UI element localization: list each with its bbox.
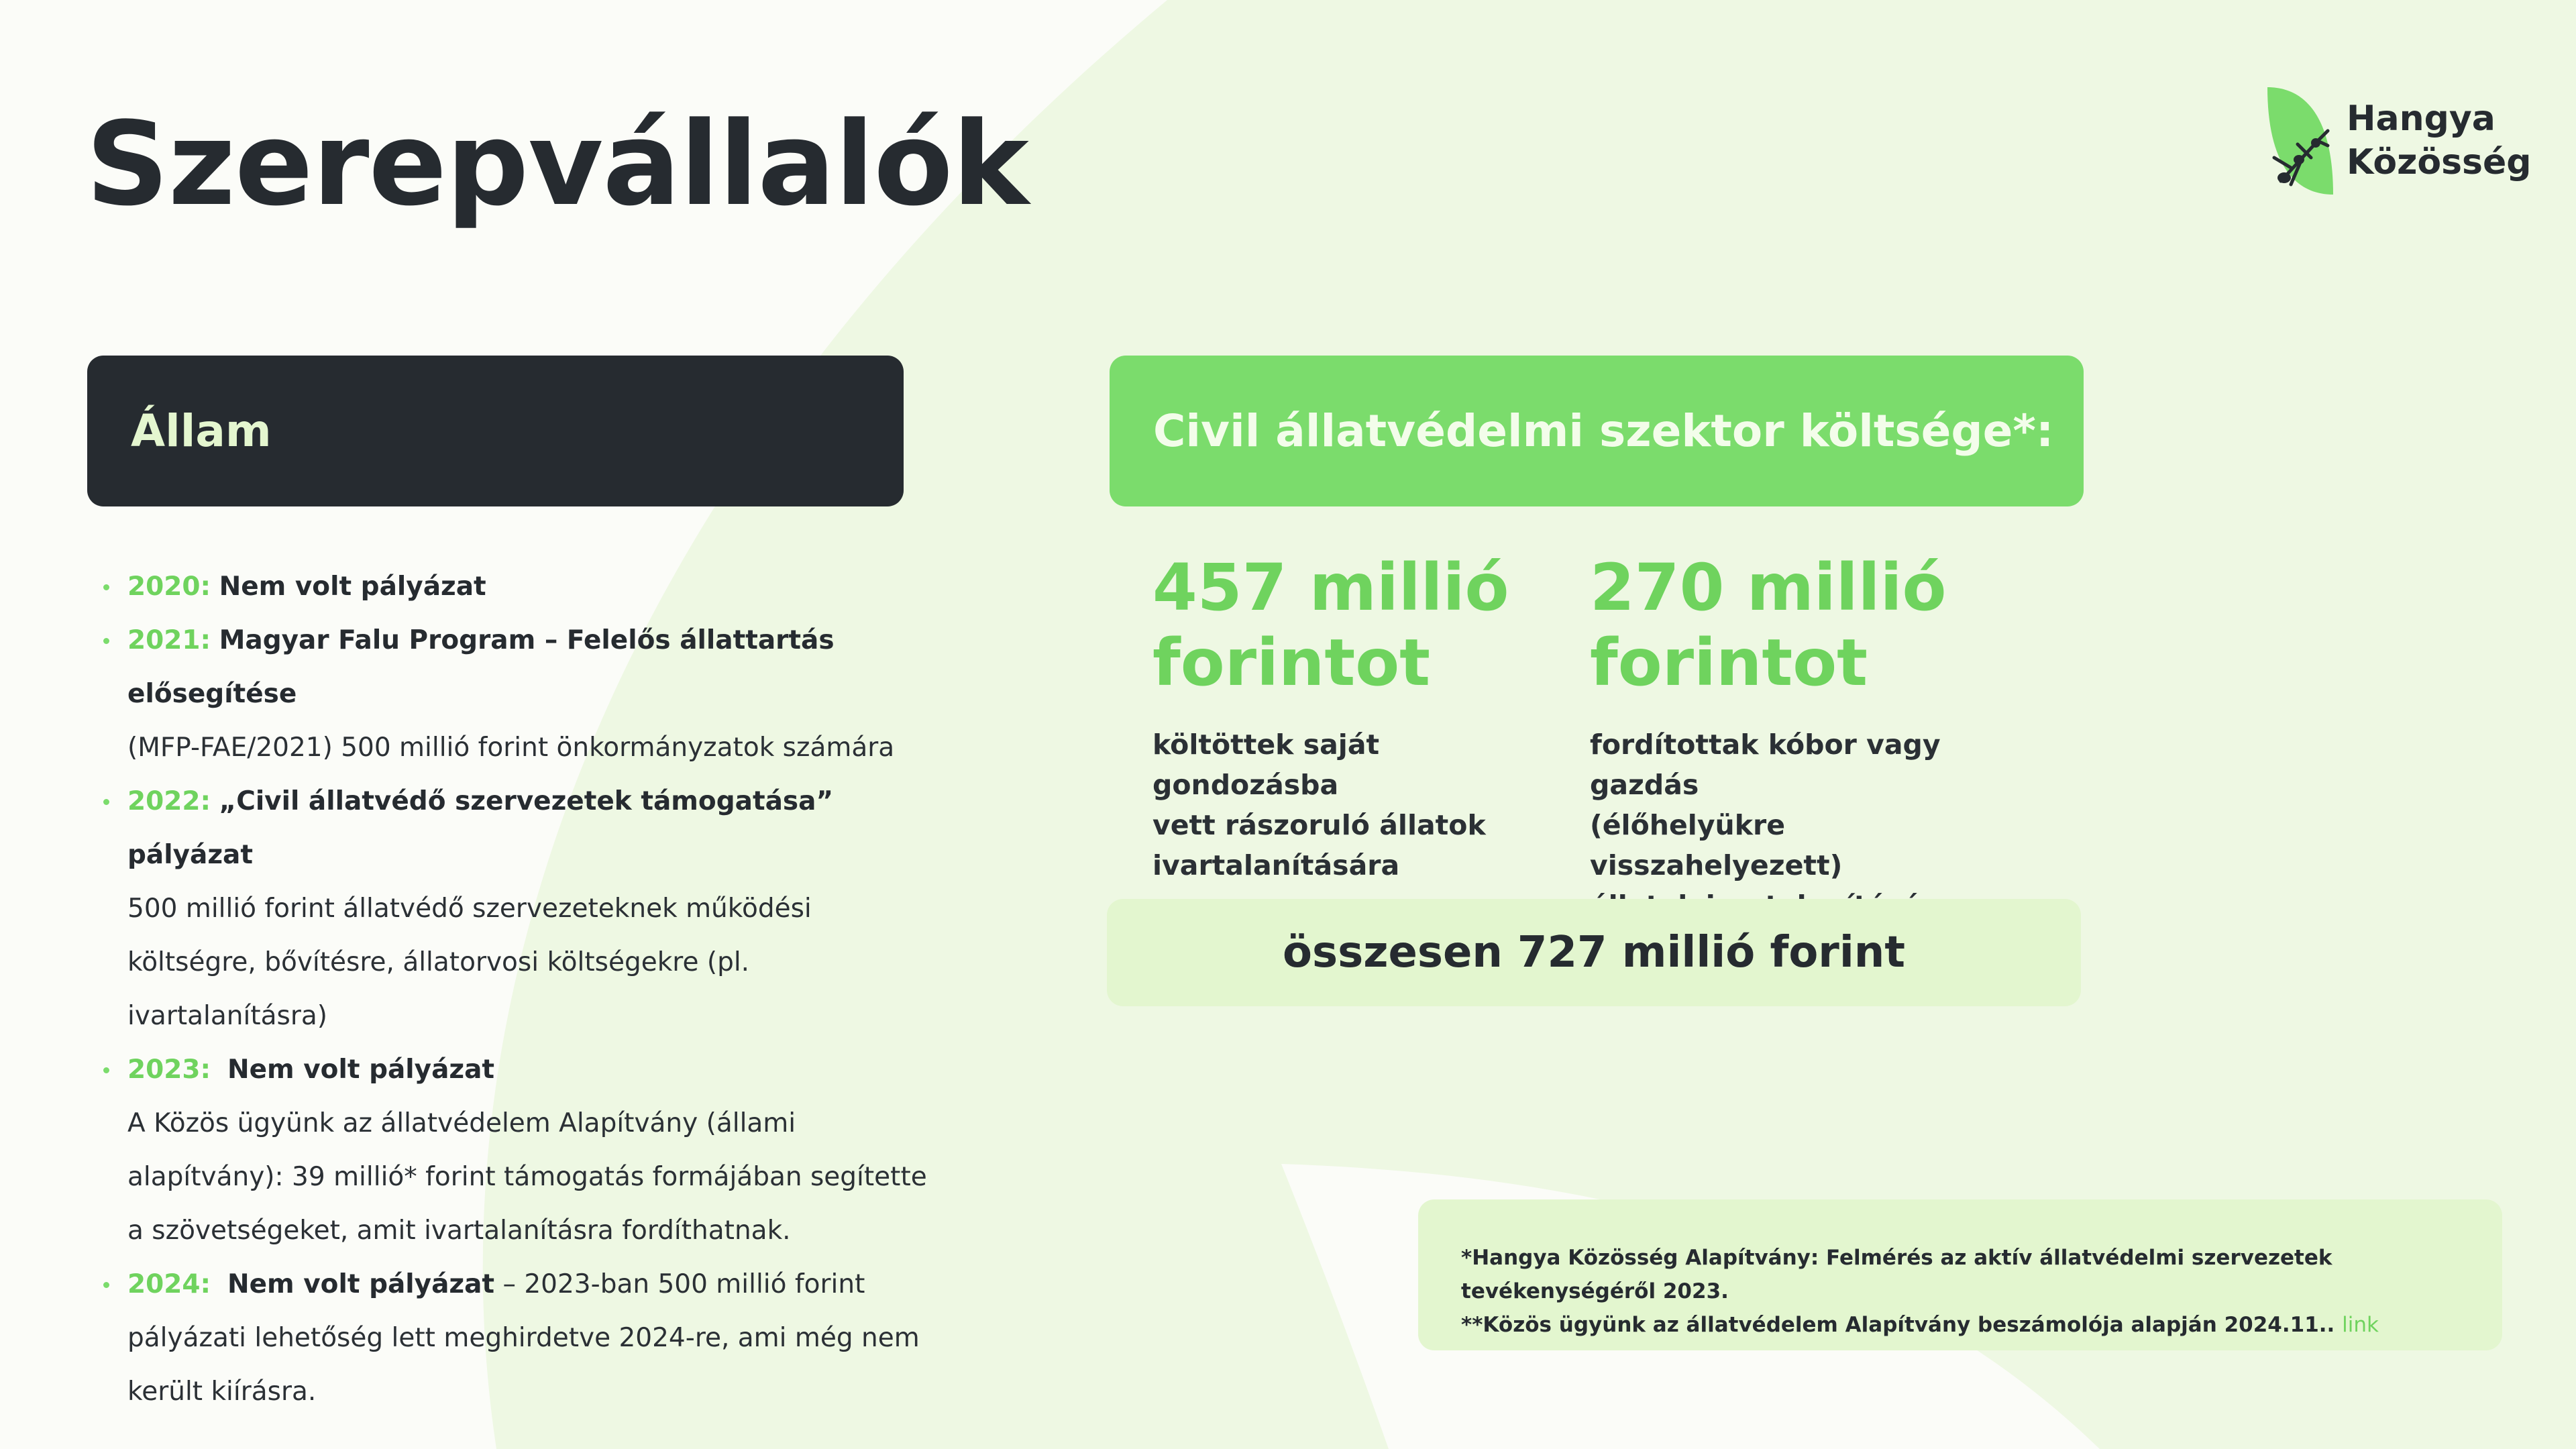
year-label: 2022: [127,786,211,816]
stat-amount: 270 millió [1590,550,1947,625]
stat-own-care [1152,550,1555,885]
civil-panel-header [1110,356,2084,506]
year-label: 2024: [127,1269,211,1299]
logo-line-1: Hangya [2347,99,2496,139]
stat-description [1590,724,1992,926]
source-link[interactable]: link [2342,1313,2379,1337]
item-description: 500 millió forint állatvédő szervezeteknek működési költségre, bővítésre, állatorvosi költségekre (pl. ivartalanításra) [127,894,812,1031]
year-label: 2020: [127,572,211,602]
page-title: Szerepvállalók [86,97,1028,231]
footnotes-box [1418,1199,2502,1350]
total-label: összesen [1283,928,1503,977]
year-label: 2021: [127,625,211,655]
civil-panel-heading: Civil állatvédelmi szektor költsége*: [1153,405,2054,457]
stat-unit: forintot [1590,625,1868,700]
item-description: A Közös ügyünk az állatvédelem Alapítvány (állami alapítvány): 39 millió* forint támogatás formájában segítette a szövetségeket, amit ivartalanításra fordíthatnak. [127,1108,927,1246]
total-amount: 727 millió forint [1517,928,1905,977]
year-label: 2023: [127,1055,211,1085]
stat-value [1152,550,1555,700]
item-headline: Magyar Falu Program – Felelős állattartás elősegítése [127,625,835,709]
state-panel-heading: Állam [131,405,272,457]
state-funding-list [101,560,939,1419]
stat-desc-line: fordítottak kóbor vagy gazdás [1590,729,1941,801]
list-item [101,1258,939,1419]
item-headline: Nem volt pályázat [227,1269,495,1299]
stat-stray [1590,550,1992,926]
state-panel-header [87,356,904,506]
list-item [101,775,939,1043]
footnote-1: *Hangya Közösség Alapítvány: Felmérés az aktív állatvédelmi szervezetek tevékenységéről 2023. [1461,1246,2332,1303]
stat-amount: 457 millió [1152,550,1509,625]
footnote-2 [1461,1308,2502,1342]
list-item [101,614,939,775]
item-headline: Nem volt pályázat [227,1055,495,1085]
item-description: (MFP-FAE/2021) 500 millió forint önkormányzatok számára [127,733,895,763]
stat-unit: forintot [1152,625,1431,700]
item-description: – 2023-ban 500 millió forint pályázati lehetőség lett meghirdetve 2024-re, ami még nem került kiírásra. [127,1269,920,1407]
stat-value [1590,550,1992,700]
stat-desc-line: költöttek saját gondozásba [1152,729,1380,801]
ant-leaf-icon [2261,84,2334,198]
footnote-2-text: **Közös ügyünk az állatvédelem Alapítvány beszámolója alapján 2024.11.. [1461,1313,2335,1337]
total-box [1107,899,2081,1006]
list-item [101,1043,939,1258]
item-headline: Nem volt pályázat [219,572,486,602]
logo[interactable] [2261,84,2532,198]
logo-line-2: Közösség [2347,142,2532,182]
stat-desc-line: vett rászoruló állatok [1152,809,1486,841]
logo-text [2347,97,2532,184]
stat-desc-line: ivartalanítására [1152,849,1400,881]
list-item [101,560,939,614]
stat-desc-line: (élőhelyükre visszahelyezett) [1590,809,1843,881]
stat-description [1152,724,1555,885]
item-headline: „Civil állatvédő szervezetek támogatása” pályázat [127,786,834,870]
